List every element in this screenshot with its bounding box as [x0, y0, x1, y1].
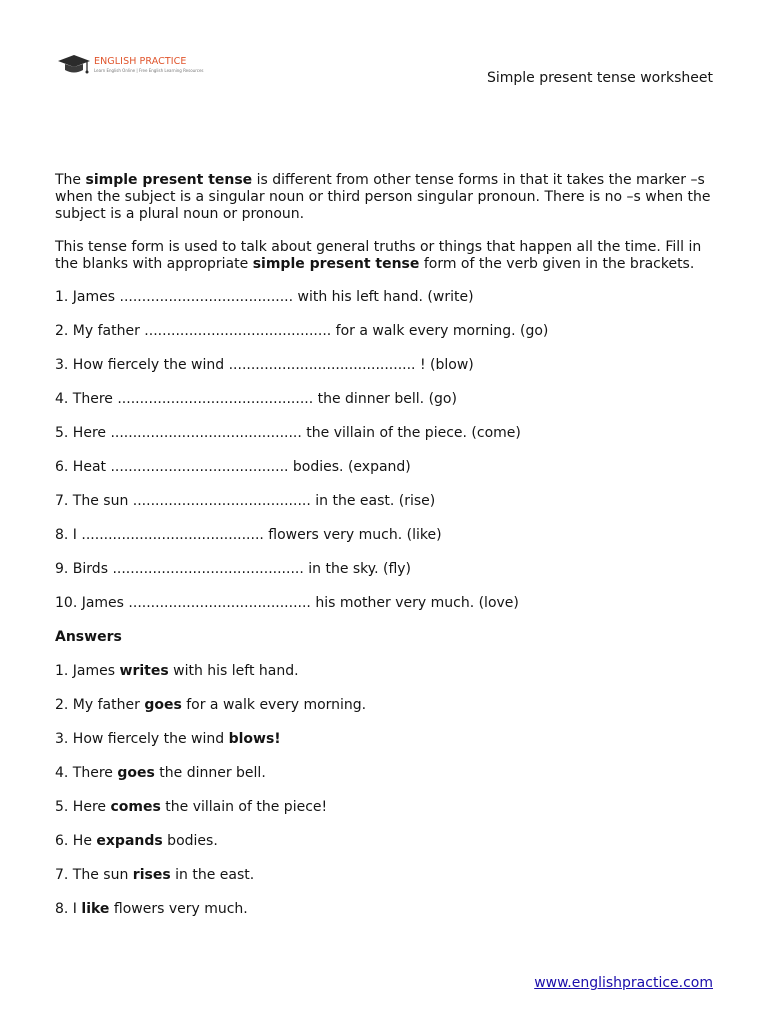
question-item: 1. James ....................................... with his left hand. (write) — [55, 289, 474, 305]
answer-item: 8. I like flowers very much. — [55, 901, 248, 917]
logo-tagline: Learn English Online | Free English Learning Resources — [94, 68, 204, 73]
footer — [534, 975, 713, 992]
answer-item: 2. My father goes for a walk every morning. — [55, 697, 367, 713]
site-logo — [56, 52, 204, 78]
intro-paragraph-1: The simple present tense is different from other tense forms in that it takes the marker –s when the subject is a singular noun or third person singular pronoun. There is no –s when the subject is a plural noun or pronoun. — [55, 172, 711, 222]
question-item: 3. How fiercely the wind .......................................... ! (blow) — [55, 357, 474, 373]
question-item: 8. I ......................................... flowers very much. (like) — [55, 527, 442, 543]
answer-item: 4. There goes the dinner bell. — [55, 765, 266, 781]
question-item: 6. Heat ........................................ bodies. (expand) — [55, 459, 411, 475]
worksheet-body — [55, 172, 715, 935]
graduation-cap-icon — [56, 52, 92, 78]
footer-website-link[interactable]: www.englishpractice.com — [534, 975, 713, 991]
answer-item: 1. James writes with his left hand. — [55, 663, 299, 679]
answer-item: 3. How fiercely the wind blows! — [55, 731, 281, 747]
question-item: 2. My father .......................................... for a walk every morning. (go) — [55, 323, 549, 339]
question-item: 5. Here ........................................... the villain of the piece. (come) — [55, 425, 521, 441]
answer-item: 5. Here comes the villain of the piece! — [55, 799, 328, 815]
question-item: 4. There ............................................ the dinner bell. (go) — [55, 391, 457, 407]
document-title: Simple present tense worksheet — [486, 70, 713, 86]
question-item: 10. James ......................................... his mother very much. (love) — [55, 595, 519, 611]
intro-paragraph-2: This tense form is used to talk about general truths or things that happen all the time. Fill in the blanks with appropriate simple present tense form of the verb given in the brackets. — [55, 239, 702, 272]
question-item: 7. The sun ........................................ in the east. (rise) — [55, 493, 436, 509]
answer-item: 6. He expands bodies. — [55, 833, 218, 849]
logo-name: ENGLISH PRACTICE — [94, 56, 187, 67]
answers-heading: Answers — [55, 629, 122, 645]
question-item: 9. Birds ........................................... in the sky. (fly) — [55, 561, 412, 577]
answer-item: 7. The sun rises in the east. — [55, 867, 255, 883]
